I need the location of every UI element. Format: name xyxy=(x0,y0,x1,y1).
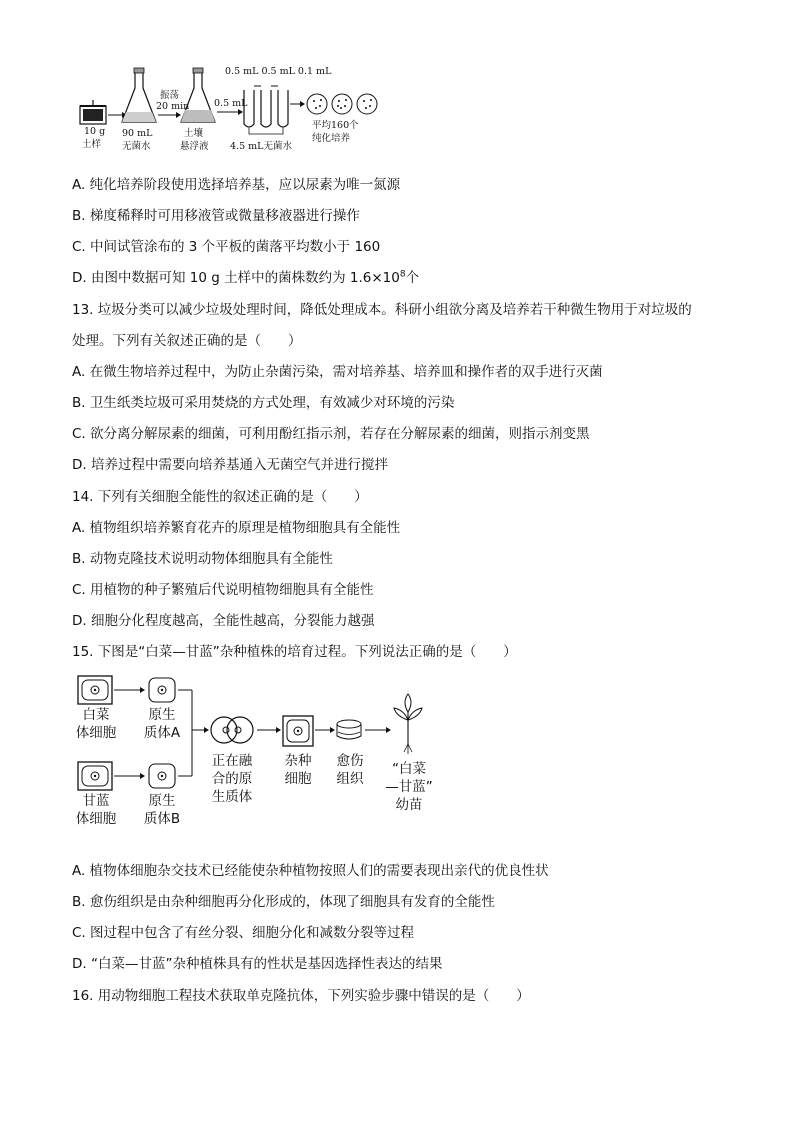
kale-cell-label: 甘蓝 体细胞 xyxy=(75,793,117,827)
q12-option-c: C. 中间试管涂布的 3 个平板的菌落平均数小于 160 xyxy=(72,239,381,255)
q13-option-d: D. 培养过程中需要向培养基通入无菌空气并进行搅拌 xyxy=(72,457,388,473)
hybrid-cell-icon xyxy=(283,716,313,746)
q15-option-d: D. “白菜—甘蓝”杂种植株具有的性状是基因选择性表达的结果 xyxy=(72,956,443,972)
q13-stem: 13. 垃圾分类可以减少垃圾处理时间，降低处理成本。科研小组欲分离及培养若干种微生物用于对垃圾的 xyxy=(72,302,692,318)
q13-option-c: C. 欲分离分解尿素的细菌，可利用酚红指示剂，若存在分解尿素的细菌，则指示剂变黑 xyxy=(72,426,590,442)
q14-option-b: B. 动物克隆技术说明动物体细胞具有全能性 xyxy=(72,551,333,567)
soil-label: 土样 xyxy=(82,139,102,150)
petri-dish-icon xyxy=(307,94,327,114)
q15-option-c: C. 图过程中包含了有丝分裂、细胞分化和减数分裂等过程 xyxy=(72,925,415,941)
q12-option-d-text: D. 由图中数据可知 10 g 土样中的菌株数约为 1.6×10 xyxy=(72,270,400,286)
suspension-label-2: 悬浮液 xyxy=(180,141,209,152)
test-tubes-icon xyxy=(244,86,288,134)
transfer-volume: 0.5 mL xyxy=(214,98,248,109)
shake-label: 振荡 xyxy=(160,90,180,101)
somatic-hybridization-figure xyxy=(72,672,472,842)
flask-icon xyxy=(122,68,156,122)
hybridization-diagram xyxy=(72,672,472,842)
q12-option-a: A. 纯化培养阶段使用选择培养基，应以尿素为唯一氮源 xyxy=(72,177,401,193)
water-label: 无菌水 xyxy=(122,141,151,152)
soil-container-icon xyxy=(80,100,106,124)
q13-option-b: B. 卫生纸类垃圾可采用焚烧的方式处理，有效减少对环境的污染 xyxy=(72,395,455,411)
average-colonies: 平均160个 xyxy=(312,120,359,131)
protoplast-icon xyxy=(149,764,175,788)
plant-cell-icon xyxy=(78,762,112,790)
cabbage-cell-label: 白菜 体细胞 xyxy=(75,707,117,741)
q12-option-b: B. 梯度稀释时可用移液管或微量移液器进行操作 xyxy=(72,208,360,224)
water-volume: 90 mL xyxy=(122,128,153,139)
q15-option-a: A. 植物体细胞杂交技术已经能使杂种植物按照人们的需要表现出亲代的优良性状 xyxy=(72,863,549,879)
protoplast-a-label: 原生 质体A xyxy=(143,707,181,741)
q13-option-a: A. 在微生物培养过程中，为防止杂菌污染，需对培养基、培养皿和操作者的双手进行灭菌 xyxy=(72,364,603,380)
protoplast-icon xyxy=(149,678,175,702)
q14-stem: 14. 下列有关细胞全能性的叙述正确的是（ ） xyxy=(72,489,368,505)
q14-option-a: A. 植物组织培养繁育花卉的原理是植物细胞具有全能性 xyxy=(72,520,401,536)
fusing-label: 正在融 合的原 生质体 xyxy=(211,753,253,805)
petri-dish-icon xyxy=(357,94,377,114)
hybrid-cell-label: 杂种 细胞 xyxy=(284,753,312,787)
suspension-label: 土壤 xyxy=(184,128,204,139)
tube-water: 4.5 mL无菌水 xyxy=(230,141,292,152)
q14-option-d: D. 细胞分化程度越高，全能性越高，分裂能力越强 xyxy=(72,613,375,629)
callus-label: 愈伤 组织 xyxy=(336,753,364,787)
soil-mass: 10 g xyxy=(84,126,106,137)
shake-time: 20 min xyxy=(156,101,190,112)
seedling-label: “白菜 —甘蓝” 幼苗 xyxy=(385,761,433,813)
fusing-protoplast-icon xyxy=(211,717,253,743)
petri-dish-icon xyxy=(332,94,352,114)
q13-stem-2: 处理。下列有关叙述正确的是（ ） xyxy=(72,333,302,349)
q12-option-d-exponent: 8 xyxy=(399,269,406,280)
callus-dish-icon xyxy=(337,720,361,739)
q14-option-c: C. 用植物的种子繁殖后代说明植物细胞具有全能性 xyxy=(72,582,374,598)
q15-option-b: B. 愈伤组织是由杂种细胞再分化形成的，体现了细胞具有发育的全能性 xyxy=(72,894,495,910)
q12-option-d xyxy=(72,266,419,286)
q15-stem: 15. 下图是“白菜—甘蓝”杂种植株的培育过程。下列说法正确的是（ ） xyxy=(72,644,517,660)
top-volumes: 0.5 mL 0.5 mL 0.1 mL xyxy=(225,66,332,77)
protoplast-b-label: 原生 质体B xyxy=(143,793,181,827)
purify-label: 纯化培养 xyxy=(312,133,351,144)
plant-cell-icon xyxy=(78,676,112,704)
seedling-icon xyxy=(394,694,422,754)
q16-stem: 16. 用动物细胞工程技术获取单克隆抗体，下列实验步骤中错误的是（ ） xyxy=(72,988,530,1004)
flask-icon xyxy=(181,68,215,122)
dilution-figure xyxy=(72,62,392,162)
q12-option-d-unit: 个 xyxy=(405,270,420,286)
